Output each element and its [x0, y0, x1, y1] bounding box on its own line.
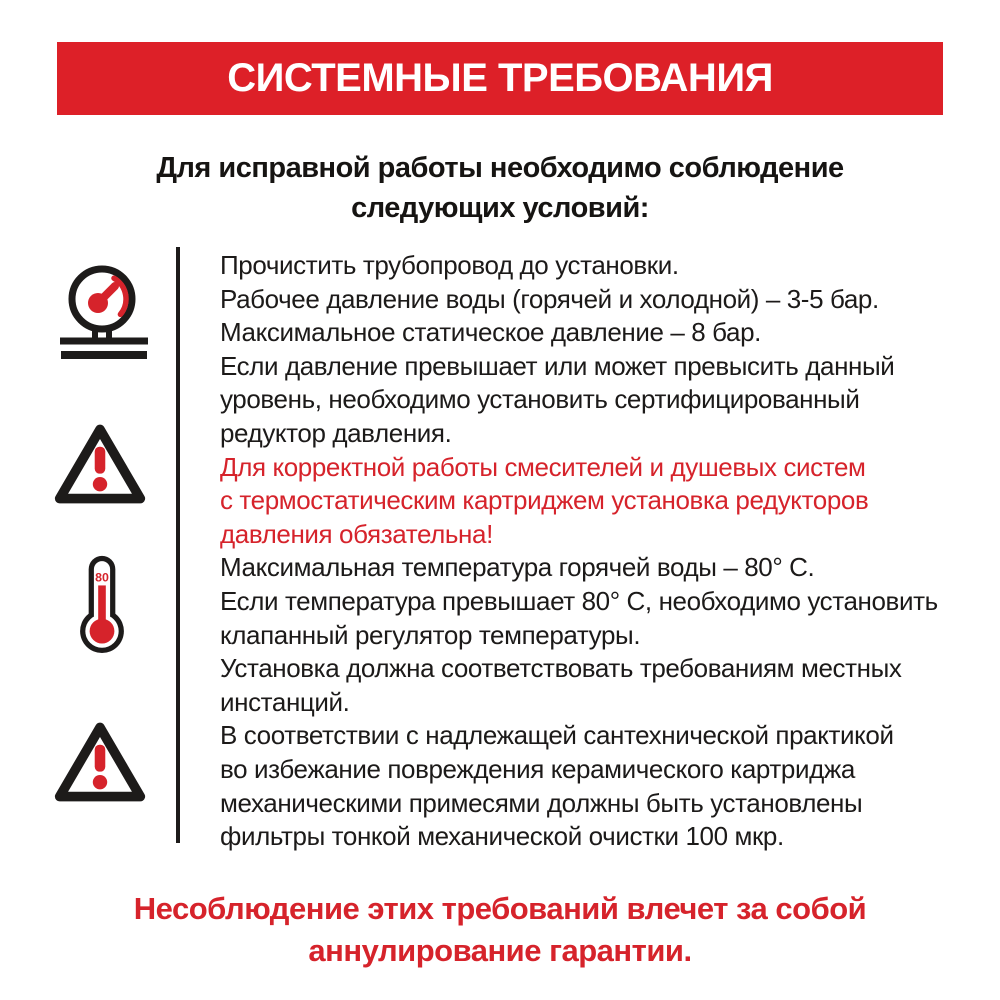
warning-triangle-icon	[52, 718, 148, 806]
requirement-line: клапанный регулятор температуры.	[220, 619, 641, 650]
header-banner	[57, 42, 943, 115]
pressure-gauge-icon	[58, 262, 150, 362]
requirement-line: Максимальная температура горячей воды – 80° С.	[220, 552, 815, 583]
requirement-line: механическими примесями должны быть установлены	[220, 787, 863, 818]
requirement-line: уровень, необходимо установить сертифицированный	[220, 384, 860, 415]
requirement-line: Для корректной работы смесителей и душевых систем	[220, 451, 866, 482]
vertical-divider	[176, 247, 180, 843]
requirement-line: редуктор давления.	[220, 417, 452, 448]
intro-line: Для исправной работы необходимо соблюдение	[156, 152, 844, 184]
footer-line: аннулирование гарантии.	[308, 933, 692, 968]
footer-warning	[0, 888, 1000, 972]
requirement-line: В соответствии с надлежащей сантехнической практикой	[220, 720, 894, 751]
requirements-list	[220, 249, 990, 854]
requirement-line: Максимальное статическое давление – 8 бар.	[220, 317, 761, 348]
intro-text	[0, 148, 1000, 228]
thermometer-value: 80	[95, 570, 109, 585]
requirement-line: фильтры тонкой механической очистки 100 мкр.	[220, 821, 784, 852]
requirement-line: с термостатическим картриджем установка редукторов	[220, 485, 869, 516]
warning-triangle-icon	[52, 420, 148, 508]
requirement-line: Прочистить трубопровод до установки.	[220, 250, 679, 280]
requirement-line: Рабочее давление воды (горячей и холодной) – 3-5 бар.	[220, 283, 879, 314]
requirement-line: во избежание повреждения керамического картриджа	[220, 753, 855, 784]
requirement-line: давления обязательна!	[220, 518, 493, 549]
requirement-line: инстанций.	[220, 686, 350, 717]
requirement-line: Если давление превышает или может превысить данный	[220, 350, 895, 381]
intro-line: следующих условий:	[351, 192, 649, 224]
thermometer-icon	[78, 554, 126, 654]
page-title: СИСТЕМНЫЕ ТРЕБОВАНИЯ	[227, 56, 773, 100]
requirement-line: Если температура превышает 80° С, необходимо установить	[220, 585, 938, 616]
requirement-line: Установка должна соответствовать требованиям местных	[220, 653, 902, 684]
footer-line: Несоблюдение этих требований влечет за собой	[133, 891, 867, 926]
